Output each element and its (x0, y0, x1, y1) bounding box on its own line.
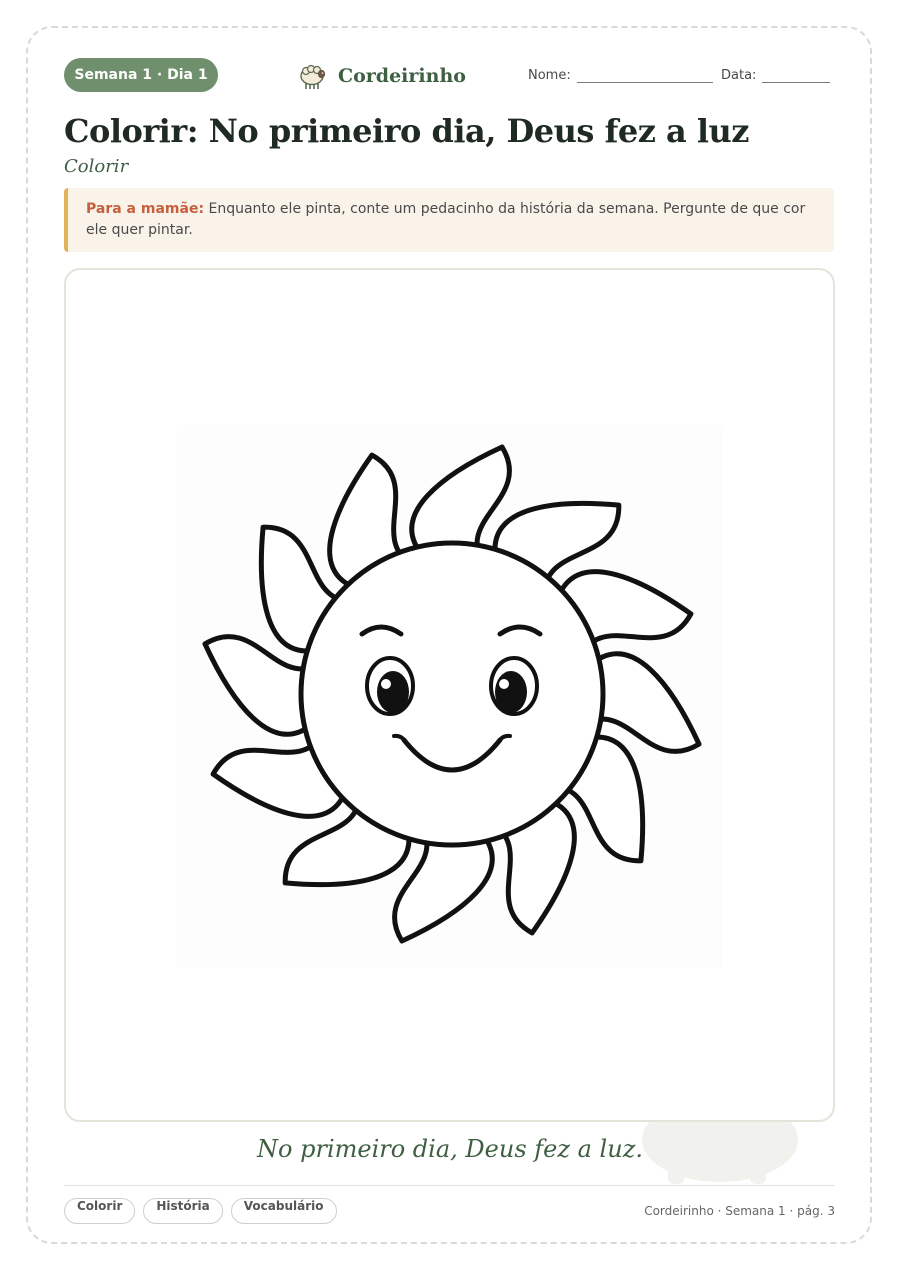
footer-tags (64, 1198, 337, 1224)
brand (296, 60, 466, 92)
parent-note-text: Enquanto ele pinta, conte um pedacinho da história da semana. Pergunte de que cor ele quer pintar. (86, 201, 806, 238)
date-line[interactable] (762, 66, 830, 83)
tag-historia[interactable]: História (143, 1198, 222, 1224)
coloring-frame (64, 268, 835, 1122)
footer-divider (64, 1185, 835, 1186)
sheep-logo-icon (296, 60, 328, 92)
date-field[interactable] (721, 66, 830, 83)
name-line[interactable] (577, 66, 713, 83)
name-field[interactable] (528, 66, 713, 83)
date-label: Data: (721, 68, 757, 83)
tag-colorir[interactable]: Colorir (64, 1198, 135, 1224)
page-title: Colorir: No primeiro dia, Deus fez a luz (64, 112, 749, 150)
page-reference: Cordeirinho · Semana 1 · pág. 3 (644, 1204, 835, 1218)
parent-note (64, 188, 834, 252)
tag-vocabulario[interactable]: Vocabulário (231, 1198, 337, 1224)
name-label: Nome: (528, 68, 571, 83)
parent-note-label: Para a mamãe: (86, 201, 205, 217)
sun-illustration (66, 270, 837, 1124)
week-day-badge: Semana 1 · Dia 1 (64, 58, 218, 92)
page-subtitle: Colorir (64, 156, 129, 177)
brand-name: Cordeirinho (338, 65, 466, 87)
sun-face (301, 543, 603, 845)
caption: No primeiro dia, Deus fez a luz. (257, 1135, 643, 1163)
